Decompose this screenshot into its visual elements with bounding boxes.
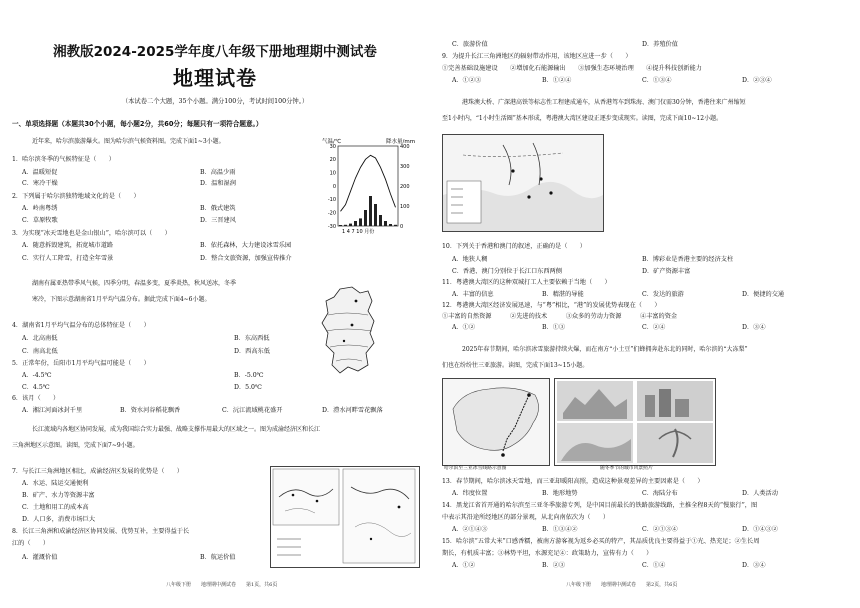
- harbin-climate-chart: [318, 136, 422, 236]
- chart-left-tick: -30: [327, 223, 336, 230]
- chart-right-tick: 400: [400, 143, 410, 150]
- temperature-line: [341, 155, 396, 211]
- q9-statements: ①完善基础设施建设 ②增加化石能源输出 ③加强生态环境治理 ④提升科技创新能力: [442, 65, 702, 72]
- intro-4b: 至1小时内，“1小时生活圈”基本形成，粤港澳大湾区建设正逐步变成现实。读图，完成下面10~12小题。: [442, 115, 723, 122]
- q6-option-a: A．湘江河面冰封千里: [22, 407, 83, 414]
- q14-stem-a: 14．黑龙江省首开通的哈尔滨至三亚冬季旅游专列，是中国目前最长的铁路旅游线路，主推全程8天的“慢旅行”，图: [442, 502, 758, 509]
- yangtze-region-map: [270, 466, 420, 568]
- q4-stem: 4．湖南省1月平均气温分布的总体特征是（ ）: [12, 322, 150, 329]
- chart-left-tick: 30: [329, 143, 336, 150]
- q7-option-c: C．土地和用工的成本高: [22, 504, 89, 511]
- chart-left-tick: 0: [332, 183, 336, 190]
- q3-option-b: B．依托森林，大力建设冰雪乐园: [200, 242, 292, 249]
- q9-option-c: C．①③④: [642, 77, 672, 84]
- q7-option-a: A．水运、陆运交通便利: [22, 480, 89, 487]
- q2-option-d: D．三晋建风: [200, 217, 236, 224]
- q9-option-b: B．①②④: [542, 77, 572, 84]
- q9-option-d: D．②③④: [742, 77, 772, 84]
- q11-option-d: D．便捷的交通: [742, 291, 785, 298]
- q11-option-c: C．发达的旅游: [642, 291, 684, 298]
- q1-option-a: A．温暖短促: [22, 169, 58, 176]
- intro-4a: 港珠澳大桥、广深港高铁等标志性工程建成通车，从香港驾车到珠海、澳门仅需30分钟，香港往来广州缩短: [462, 99, 746, 106]
- q4-option-a: A．北高南低: [22, 335, 58, 342]
- q12-option-b: B．①③: [542, 324, 566, 331]
- q15-stem-a: 15．哈尔滨“五常大米”口感香糯，被南方游客视为返乡必买的特产，其品质优良主要得益于①光、热充足；②生长周: [442, 538, 760, 545]
- intro-3b: 三角洲地区示意图。读图，完成下面7~9小题。: [12, 442, 139, 449]
- q4-option-d: D．西高东低: [234, 348, 270, 355]
- chart-right-tick: 100: [400, 203, 410, 210]
- intro-2a: 湖南有属亚热带季风气候，四季分明，春温多变，夏季炎热，秋风送冰，冬季: [32, 280, 237, 287]
- q8-option-d: D．养殖价值: [642, 41, 678, 48]
- q11-option-a: A．丰富的信息: [452, 291, 494, 298]
- q14-option-c: C．②①③④: [642, 526, 678, 533]
- intro-3a: 长江流域内各地区协同发展，成为我国综合实力最强、战略支撑作用最大的区域之一。图为成渝经济区和长江: [32, 426, 321, 433]
- exam-note: （本试卷二个大题，35个小题。满分100分，考试时间100分钟。）: [121, 98, 309, 105]
- section-heading: 一、单项选择题（本题共30个小题，每小题2分，共60分；每题只有一项符合题意。）: [12, 120, 263, 128]
- precipitation-bar: [359, 218, 362, 226]
- precipitation-bar: [349, 224, 352, 226]
- q10-option-b: B．博彩业是香港主要的经济支柱: [642, 256, 734, 263]
- chart-ylabel-left: 气温/℃: [322, 139, 342, 145]
- q14-option-b: B．①③④②: [542, 526, 578, 533]
- q10-stem: 10．下列关于香港和澳门的叙述，正确的是（ ）: [442, 243, 586, 250]
- chart-left-tick: -10: [327, 197, 336, 204]
- intro-5b: 们也在纷纷往三亚旅游。读图，完成下面13~15小题。: [442, 362, 589, 369]
- city-photos: [554, 378, 716, 466]
- chart-xlabel: 1 4 7 10 月份: [342, 229, 375, 235]
- q6-option-d: D．澧水河畔雪花飘落: [322, 407, 383, 414]
- q13-option-b: B．地形地势: [542, 490, 578, 497]
- footer-left: 八年级下册 地理期中测试卷 第1页，共6页: [166, 582, 278, 588]
- q12-option-c: C．②④: [642, 324, 666, 331]
- exam-subtitle: 地理试卷: [173, 66, 257, 90]
- q5-option-b: B．-5.0℃: [234, 372, 264, 379]
- q11-option-b: B．精湛的导能: [542, 291, 584, 298]
- chart-frame: [338, 146, 398, 226]
- q9-stem: 9．为提升长江三角洲地区的辐射带动作用，该地区应进一步（ ）: [442, 53, 632, 60]
- q2-option-a: A．岭南粤绣: [22, 205, 58, 212]
- q8-option-b: B．航运价值: [200, 554, 236, 561]
- precipitation-bar: [389, 224, 392, 226]
- q15-option-b: B．②③: [542, 562, 566, 569]
- precipitation-bar: [364, 210, 367, 226]
- q6-stem: 6．该月（ ）: [12, 395, 60, 402]
- chart-left-tick: -20: [327, 210, 336, 217]
- q8-option-a: A．灌溉价值: [22, 554, 58, 561]
- q3-option-c: C．实行人工降雪，打造全年雪景: [22, 255, 114, 262]
- precipitation-bar: [384, 221, 387, 226]
- precipitation-bar: [379, 215, 382, 226]
- chart-left-tick: 20: [329, 157, 336, 164]
- chart-right-tick: 200: [400, 183, 410, 190]
- q1-option-d: D．温和湿润: [200, 180, 236, 187]
- footer-right: 八年级下册 地理期中测试卷 第2页，共6页: [566, 582, 678, 588]
- q12-stem: 12．粤港澳大湾区经济发展迅速，与“粤”相比，“港”的发展优势表现在（ ）: [442, 302, 661, 309]
- q13-option-a: A．纬度位置: [452, 490, 488, 497]
- q2-stem: 2．下列属于哈尔滨独特地域文化的是（ ）: [12, 193, 140, 200]
- exam-title: 湘教版2024-2025学年度八年级下册地理期中测试卷: [53, 44, 377, 60]
- q9-option-a: A．①②③: [452, 77, 482, 84]
- greater-bay-area-map: [442, 134, 604, 232]
- q1-stem: 1．哈尔滨冬季的气候特征是（ ）: [12, 156, 115, 163]
- q7-option-d: D．人口多，消费市场巨大: [22, 516, 96, 523]
- intro-2b: 寒冷，下图示意湖南省1月平均气温分布。据此完成下面4~6小题。: [32, 296, 211, 303]
- q4-option-c: C．南高北低: [22, 348, 58, 355]
- q13-option-c: C．海陆分布: [642, 490, 678, 497]
- q15-option-d: D．③④: [742, 562, 766, 569]
- q5-option-a: A．-4.5℃: [22, 372, 52, 379]
- q13-stem: 13．春节期间，哈尔滨冰天雪地，而三亚却暖阳高照，造成这种景观差异的主要因素是（ ）: [442, 478, 704, 485]
- precipitation-bar: [344, 225, 347, 226]
- q12-option-d: D．③④: [742, 324, 766, 331]
- precipitation-bar: [374, 204, 377, 226]
- q5-option-c: C．4.5℃: [22, 384, 50, 391]
- q1-option-c: C．寒冷干燥: [22, 180, 58, 187]
- q15-option-c: C．①④: [642, 562, 666, 569]
- q7-stem: 7．与长江三角洲地区相比，成渝经济区发展的优势是（ ）: [12, 468, 183, 475]
- q15-option-a: A．①②: [452, 562, 476, 569]
- q5-stem: 5．正常年份，岳阳市1月平均气温可能是（ ）: [12, 360, 150, 367]
- q3-option-d: D．整合文旅资源，加强宣传推介: [200, 255, 292, 262]
- q14-stem-b: 中表示其沿途所经地区的部分景观，从北向南依次为（ ）: [442, 514, 610, 521]
- right-page: [430, 0, 860, 608]
- chart-right-tick: 0: [400, 223, 404, 230]
- q12-option-a: A．①②: [452, 324, 476, 331]
- q14-option-a: A．②①④③: [452, 526, 488, 533]
- q13-option-d: D．人类活动: [742, 490, 778, 497]
- q14-option-d: D．①④③②: [742, 526, 778, 533]
- q6-option-b: B．资水河谷稻花飘香: [120, 407, 181, 414]
- precipitation-bar: [394, 225, 397, 226]
- q2-option-c: C．草原牧歌: [22, 217, 58, 224]
- chart-left-tick: 10: [329, 170, 336, 177]
- photos-caption: 随冬季节的城市风景照片: [600, 466, 653, 471]
- intro-5a: 2025年春节期间，哈尔滨冰雪旅游持续火爆，而在南方“小土豆”们蜂拥奔赴东北的同时，哈尔滨的“大冻梨”: [462, 346, 748, 353]
- q8-stem-b: 江的（ ）: [12, 540, 50, 547]
- q8-stem-a: 8．长江三角洲和成渝经济区协同发展、优势互补，主要得益于长: [12, 528, 190, 535]
- q5-option-d: D．5.0℃: [234, 384, 262, 391]
- q10-option-d: D．矿产资源丰富: [642, 268, 691, 275]
- q7-option-b: B．矿产、水力等资源丰富: [22, 492, 95, 499]
- chart-right-tick: 300: [400, 163, 410, 170]
- q12-statements: ①丰富的自然资源 ②先进的技术 ③众多的劳动力资源 ④丰富的资金: [442, 313, 678, 320]
- harbin-sanya-route-map: [442, 378, 550, 466]
- q8-option-c: C．旅游价值: [452, 41, 488, 48]
- q15-stem-b: 期长，有机质丰富；③林势平坦，水源充足④：政策助力，宣传有力（ ）: [442, 550, 653, 557]
- q3-stem: 3．为实现“冰天雪地也是金山银山”，哈尔滨可以（ ）: [12, 230, 171, 237]
- hunan-temperature-map: [318, 285, 380, 377]
- q11-stem: 11．粤港澳大湾区的这种双城打工人主要依赖于当地（ ）: [442, 279, 611, 286]
- q10-option-a: A．地狭人稠: [452, 256, 488, 263]
- q10-option-c: C．香港、澳门分别位于长江口东西两侧: [452, 268, 562, 275]
- route-map-caption: 哈尔滨至三亚冰雪线路示意图: [444, 466, 507, 471]
- q1-option-b: B．高温少雨: [200, 169, 236, 176]
- chart-ylabel-right: 降水量/mm: [386, 139, 416, 145]
- q2-option-b: B．俄式建筑: [200, 205, 236, 212]
- q6-option-c: C．沅江流域桃花盛开: [222, 407, 283, 414]
- q4-option-b: B．东高西低: [234, 335, 270, 342]
- precipitation-bar: [339, 225, 342, 226]
- precipitation-bar: [369, 196, 372, 226]
- precipitation-bar: [354, 221, 357, 226]
- intro-1: 近年来，哈尔滨旅游爆火。图为哈尔滨气候资料图。完成下面1~3小题。: [32, 138, 225, 145]
- q3-option-a: A．随意拆毁建筑，拓宽城市道路: [22, 242, 114, 249]
